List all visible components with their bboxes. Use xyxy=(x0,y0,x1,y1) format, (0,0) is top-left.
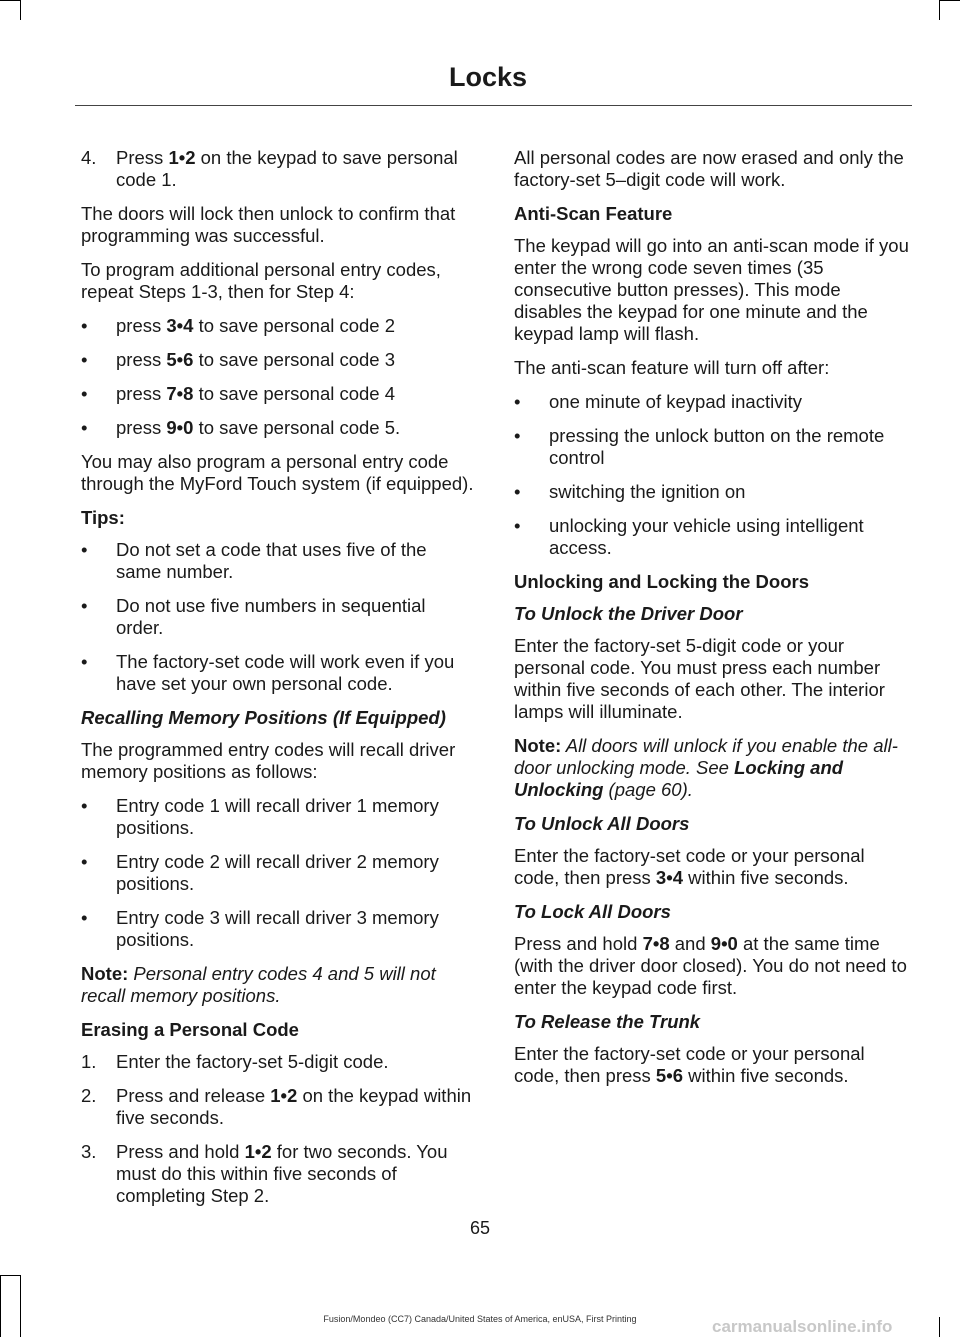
numbered-step xyxy=(81,1051,476,1073)
text: to save personal code 4 xyxy=(193,383,396,404)
section-heading: Erasing a Personal Code xyxy=(81,1019,299,1040)
bullet-icon: • xyxy=(81,349,88,370)
text: to save personal code 2 xyxy=(193,315,396,336)
bullet-text xyxy=(116,315,476,337)
paragraph: You may also program a personal entry code through the MyFord Touch system (if equipped). xyxy=(81,451,474,494)
bullet-item xyxy=(81,595,476,639)
paragraph: The doors will lock then unlock to confirm that programming was successful. xyxy=(81,203,456,246)
step-text xyxy=(116,1141,476,1207)
watermark: carmanualsonline.info xyxy=(712,1317,893,1336)
footer-text: Fusion/Mondeo (CC7) Canada/United States of America, enUSA, First Printing xyxy=(323,1314,637,1324)
left-column xyxy=(81,147,476,1219)
bullet-text: pressing the unlock button on the remote control xyxy=(549,425,885,468)
key-code: 3•4 xyxy=(655,867,683,888)
step-text xyxy=(116,147,476,191)
bullet-item xyxy=(81,851,476,895)
text: Press xyxy=(116,147,169,168)
bullet-text: Do not set a code that uses five of the same number. xyxy=(116,539,427,582)
bullet-item xyxy=(514,425,910,469)
bullet-item xyxy=(81,349,476,371)
key-code: 1•2 xyxy=(168,147,196,168)
text: to save personal code 5. xyxy=(193,417,401,438)
note-label: Note: xyxy=(81,963,129,984)
bullet-icon: • xyxy=(81,907,88,928)
step-number: 4. xyxy=(81,147,97,168)
bullet-icon: • xyxy=(514,515,521,536)
bullet-icon: • xyxy=(81,595,88,616)
note-body: Personal entry codes 4 and 5 will not recall memory positions. xyxy=(81,963,436,1006)
subsection-heading: To Lock All Doors xyxy=(514,901,671,922)
numbered-step xyxy=(81,1085,476,1129)
paragraph xyxy=(514,1043,910,1087)
paragraph: All personal codes are now erased and only the factory-set 5–digit code will work. xyxy=(514,147,904,190)
paragraph: To program additional personal entry codes, repeat Steps 1-3, then for Step 4: xyxy=(81,259,441,302)
bullet-item xyxy=(81,417,476,439)
bullet-item xyxy=(81,651,476,695)
text: press xyxy=(116,349,167,370)
page-title: Locks xyxy=(449,62,528,92)
section-heading: Recalling Memory Positions (If Equipped) xyxy=(81,707,446,728)
step-text: Enter the factory-set 5-digit code. xyxy=(116,1051,389,1072)
text: Press and release xyxy=(116,1085,271,1106)
bullet-item xyxy=(514,515,910,559)
step-number: 1. xyxy=(81,1051,97,1072)
tips-heading: Tips: xyxy=(81,507,125,528)
crop-mark xyxy=(939,0,940,20)
step-text xyxy=(116,1085,476,1129)
numbered-step xyxy=(81,1141,476,1207)
bullet-item xyxy=(81,383,476,405)
text: Enter the factory-set code or your personal code, then press xyxy=(514,845,865,888)
crop-mark xyxy=(940,0,960,1)
text: and xyxy=(669,933,711,954)
bullet-item xyxy=(81,315,476,337)
bullet-text: unlocking your vehicle using intelligent access. xyxy=(549,515,864,558)
page-reference: (page 60). xyxy=(603,779,693,800)
bullet-text: Do not use five numbers in sequential order. xyxy=(116,595,426,638)
step-number: 2. xyxy=(81,1085,97,1106)
step-number: 3. xyxy=(81,1141,97,1162)
bullet-item xyxy=(81,795,476,839)
bullet-text: switching the ignition on xyxy=(549,481,746,502)
note xyxy=(81,963,476,1007)
subsection-heading: To Release the Trunk xyxy=(514,1011,701,1032)
bullet-text: one minute of keypad inactivity xyxy=(549,391,802,412)
cross-reference-link[interactable]: Locking and Unlocking xyxy=(514,757,844,800)
paragraph xyxy=(514,933,910,999)
bullet-text xyxy=(116,383,476,405)
bullet-text: Entry code 2 will recall driver 2 memory positions. xyxy=(116,851,439,894)
crop-mark xyxy=(0,1275,1,1337)
text: press xyxy=(116,417,167,438)
text: Press and hold xyxy=(514,933,643,954)
subsection-heading: To Unlock the Driver Door xyxy=(514,603,743,624)
paragraph: The anti-scan feature will turn off after: xyxy=(514,357,830,378)
key-code: 7•8 xyxy=(166,383,194,404)
right-column xyxy=(514,147,910,1099)
section-heading: Anti-Scan Feature xyxy=(514,203,673,224)
crop-mark xyxy=(0,0,20,1)
note-label: Note: xyxy=(514,735,562,756)
text: press xyxy=(116,315,167,336)
note xyxy=(514,735,910,801)
bullet-text: Entry code 1 will recall driver 1 memory positions. xyxy=(116,795,439,838)
paragraph: Enter the factory-set 5-digit code or your personal code. You must press each number within five seconds of each other. The interior lamps will illuminate. xyxy=(514,635,885,722)
text: within five seconds. xyxy=(682,1065,849,1086)
text: at the same time (with the driver door closed). You do not need to enter the keypad code first. xyxy=(514,933,907,998)
key-code: 3•4 xyxy=(166,315,194,336)
key-code: 7•8 xyxy=(642,933,670,954)
text: on the keypad to save personal code 1. xyxy=(116,147,458,190)
text: within five seconds. xyxy=(682,867,849,888)
key-code: 1•2 xyxy=(270,1085,298,1106)
key-code: 9•0 xyxy=(166,417,194,438)
bullet-icon: • xyxy=(514,425,521,446)
key-code: 1•2 xyxy=(244,1141,272,1162)
bullet-icon: • xyxy=(81,539,88,560)
key-code: 5•6 xyxy=(655,1065,683,1086)
crop-mark xyxy=(0,1275,20,1276)
crop-mark xyxy=(20,0,21,20)
bullet-text xyxy=(116,349,476,371)
bullet-text: The factory-set code will work even if you have set your own personal code. xyxy=(116,651,455,694)
bullet-item xyxy=(514,481,910,503)
bullet-icon: • xyxy=(81,651,88,672)
bullet-icon: • xyxy=(514,481,521,502)
text: Enter the factory-set code or your personal code, then press xyxy=(514,1043,865,1086)
bullet-text xyxy=(116,417,476,439)
text: press xyxy=(116,383,167,404)
bullet-icon: • xyxy=(81,315,88,336)
crop-mark xyxy=(20,1275,21,1337)
section-heading: Unlocking and Locking the Doors xyxy=(514,571,809,592)
paragraph xyxy=(514,845,910,889)
key-code: 9•0 xyxy=(710,933,738,954)
paragraph: The keypad will go into an anti-scan mode if you enter the wrong code seven times (35 consecutive button presses). This mode disables the keypad for one minute and the keypad lamp will flash. xyxy=(514,235,909,344)
subsection-heading: To Unlock All Doors xyxy=(514,813,690,834)
bullet-icon: • xyxy=(81,417,88,438)
header-divider xyxy=(75,105,912,106)
note-body: All doors will unlock if you enable the all-door unlocking mode. See xyxy=(514,735,898,778)
bullet-icon: • xyxy=(514,391,521,412)
page-number: 65 xyxy=(469,1218,491,1238)
bullet-text: Entry code 3 will recall driver 3 memory positions. xyxy=(116,907,439,950)
text: to save personal code 3 xyxy=(193,349,396,370)
bullet-icon: • xyxy=(81,851,88,872)
bullet-item xyxy=(81,907,476,951)
key-code: 5•6 xyxy=(166,349,194,370)
bullet-icon: • xyxy=(81,383,88,404)
text: on the keypad within five seconds. xyxy=(116,1085,472,1128)
bullet-icon: • xyxy=(81,795,88,816)
bullet-item xyxy=(514,391,910,413)
numbered-step xyxy=(81,147,476,191)
text: for two seconds. You must do this within five seconds of completing Step 2. xyxy=(116,1141,448,1206)
paragraph: The programmed entry codes will recall driver memory positions as follows: xyxy=(81,739,456,782)
bullet-item xyxy=(81,539,476,583)
text: Press and hold xyxy=(116,1141,245,1162)
